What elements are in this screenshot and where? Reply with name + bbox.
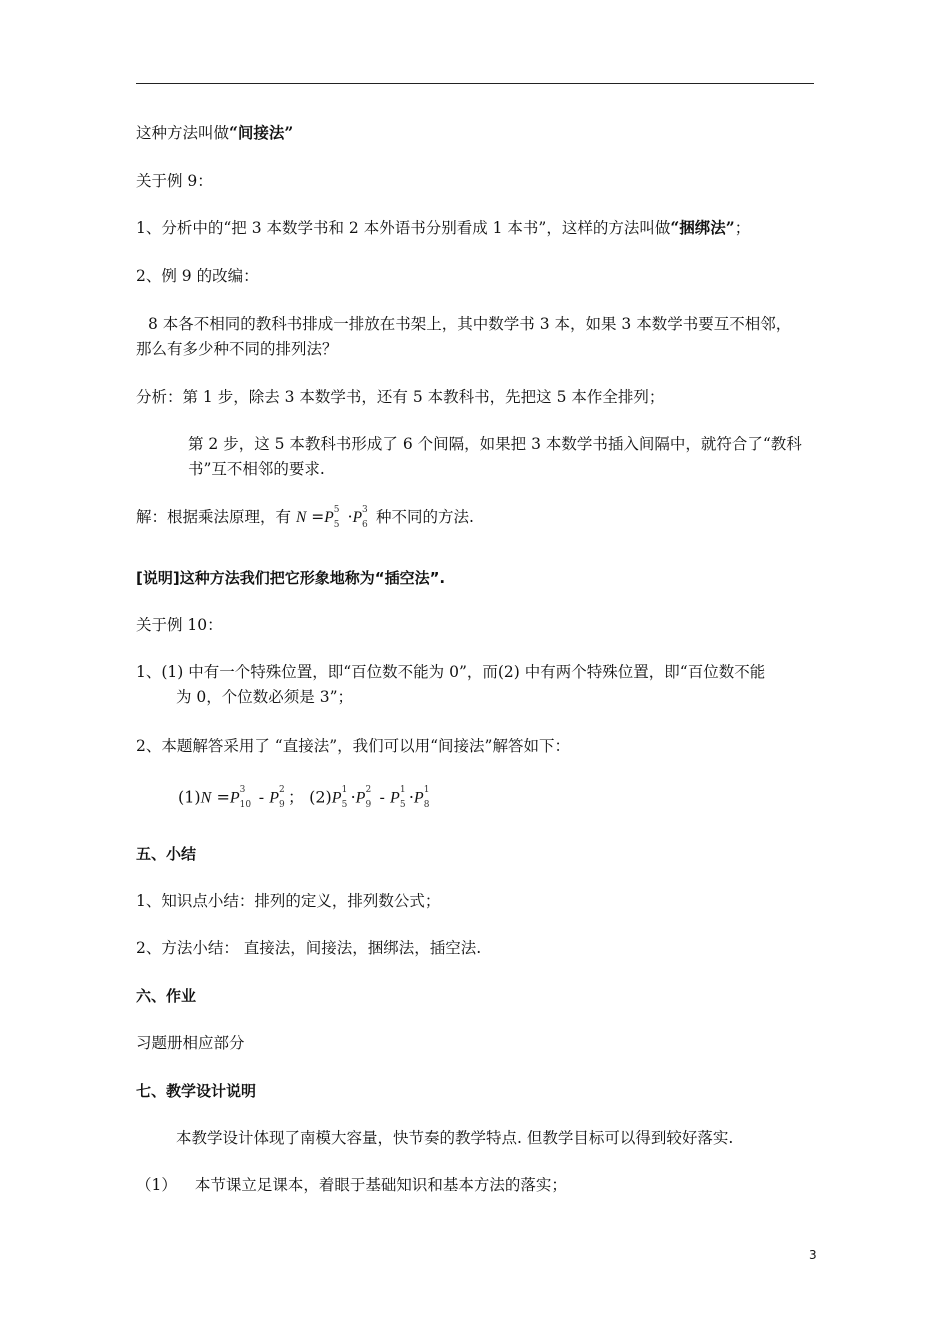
term-indirect-method: “间接法” (229, 123, 294, 142)
heading-homework: 六、作业 (136, 987, 197, 1005)
superscript: 2 (279, 785, 285, 795)
summary-knowledge: 1、知识点小结：排列的定义，排列数公式； (136, 892, 441, 910)
perm-symbol: P (390, 789, 400, 807)
label-1: (1) (178, 787, 201, 807)
superscript: 5 (333, 505, 340, 515)
line-indirect-method (136, 122, 293, 144)
note-gap-method: [说明]这种方法我们把它形象地称为“插空法”. (136, 569, 446, 587)
line-example-9-adapted: 2、例 9 的改编： (136, 267, 259, 285)
perm-symbol: P (352, 509, 363, 526)
minus: - (258, 787, 265, 807)
subscript: 10 (239, 800, 252, 810)
perm-symbol: P (413, 789, 424, 807)
solution-line (136, 506, 474, 530)
line-about-example-10: 关于例 10： (136, 616, 223, 634)
design-notes-paragraph: 本教学设计体现了南模大容量，快节奏的教学特点. 但教学目标可以得到较好落实. (176, 1129, 734, 1147)
problem-text-line-1: 8 本各不相同的教科书排成一排放在书架上，其中数学书 3 本，如果 3 本数学书要互不相邻， (148, 315, 792, 333)
superscript: 1 (423, 785, 430, 795)
perm-symbol: P (229, 789, 240, 807)
superscript: 3 (362, 505, 368, 515)
heading-design-notes: 七、教学设计说明 (136, 1082, 257, 1100)
example-10-point-1-line-1: 1、(1) 中有一个特殊位置，即“百位数不能为 0”，而(2) 中有两个特殊位置，即“百位数不能 (136, 663, 766, 681)
superscript: 2 (365, 785, 372, 795)
header-rule (136, 83, 814, 84)
superscript: 1 (399, 785, 406, 795)
subscript: 5 (341, 800, 348, 810)
label-2: (2) (309, 787, 332, 807)
equals: = (311, 508, 325, 526)
homework-text: 习题册相应部分 (136, 1034, 245, 1052)
line-about-example-9: 关于例 9： (136, 172, 213, 190)
superscript: 1 (341, 785, 348, 795)
formula-1 (295, 505, 376, 530)
term-bundling-method: “捆绑法” (670, 218, 735, 237)
item-number: （1） (136, 1176, 177, 1194)
equals: = (216, 787, 230, 807)
analysis-step-1: 分析：第 1 步，除去 3 本数学书，还有 5 本教科书，先把这 5 本作全排列； (136, 388, 665, 406)
var-n: N (200, 789, 212, 807)
subscript: 5 (399, 800, 406, 810)
text: 本节课立足课本，着眼于基础知识和基本方法的落实； (194, 1176, 567, 1194)
minus: - (379, 787, 385, 807)
dot: · (350, 787, 356, 807)
analysis-step-2-line-2: 书”互不相邻的要求. (188, 460, 325, 478)
example-10-point-1-line-2: 为 0，个位数必须是 3”； (176, 688, 354, 706)
subscript: 9 (365, 800, 372, 810)
perm-symbol: P (331, 789, 342, 807)
perm-symbol: P (269, 789, 279, 807)
dot: · (347, 508, 353, 526)
analysis-step-2-line-1: 第 2 步，这 5 本教科书形成了 6 个间隔，如果把 3 本数学书插入间隔中，就符合了“教科 (188, 435, 802, 453)
subscript: 9 (279, 800, 285, 810)
separator: ； (288, 787, 305, 807)
perm-symbol: P (355, 789, 366, 807)
superscript: 3 (239, 785, 246, 795)
page-number: 3 (809, 1248, 817, 1262)
text: 解：根据乘法原理，有 (136, 508, 292, 526)
summary-methods: 2、方法小结： 直接法，间接法，捆绑法，插空法. (136, 939, 482, 957)
formula-2 (178, 786, 433, 810)
subscript: 6 (362, 520, 368, 530)
line-bundling-method (136, 217, 750, 239)
var-n: N (295, 509, 307, 526)
subscript: 8 (423, 800, 430, 810)
text: 这种方法叫做 (136, 124, 230, 142)
subscript: 5 (333, 520, 340, 530)
text: 种不同的方法. (375, 508, 474, 526)
dot: · (408, 787, 414, 807)
text: 1、分析中的“把 3 本数学书和 2 本外语书分别看成 1 本书”，这样的方法叫做 (136, 219, 671, 237)
example-10-point-2: 2、本题解答采用了 “直接法”，我们可以用“间接法”解答如下： (136, 737, 570, 755)
design-point-1 (136, 1174, 567, 1196)
problem-text-line-2: 那么有多少种不同的排列法？ (136, 340, 338, 358)
heading-summary: 五、小结 (136, 845, 197, 863)
perm-symbol: P (324, 509, 334, 526)
text: ； (734, 219, 751, 237)
